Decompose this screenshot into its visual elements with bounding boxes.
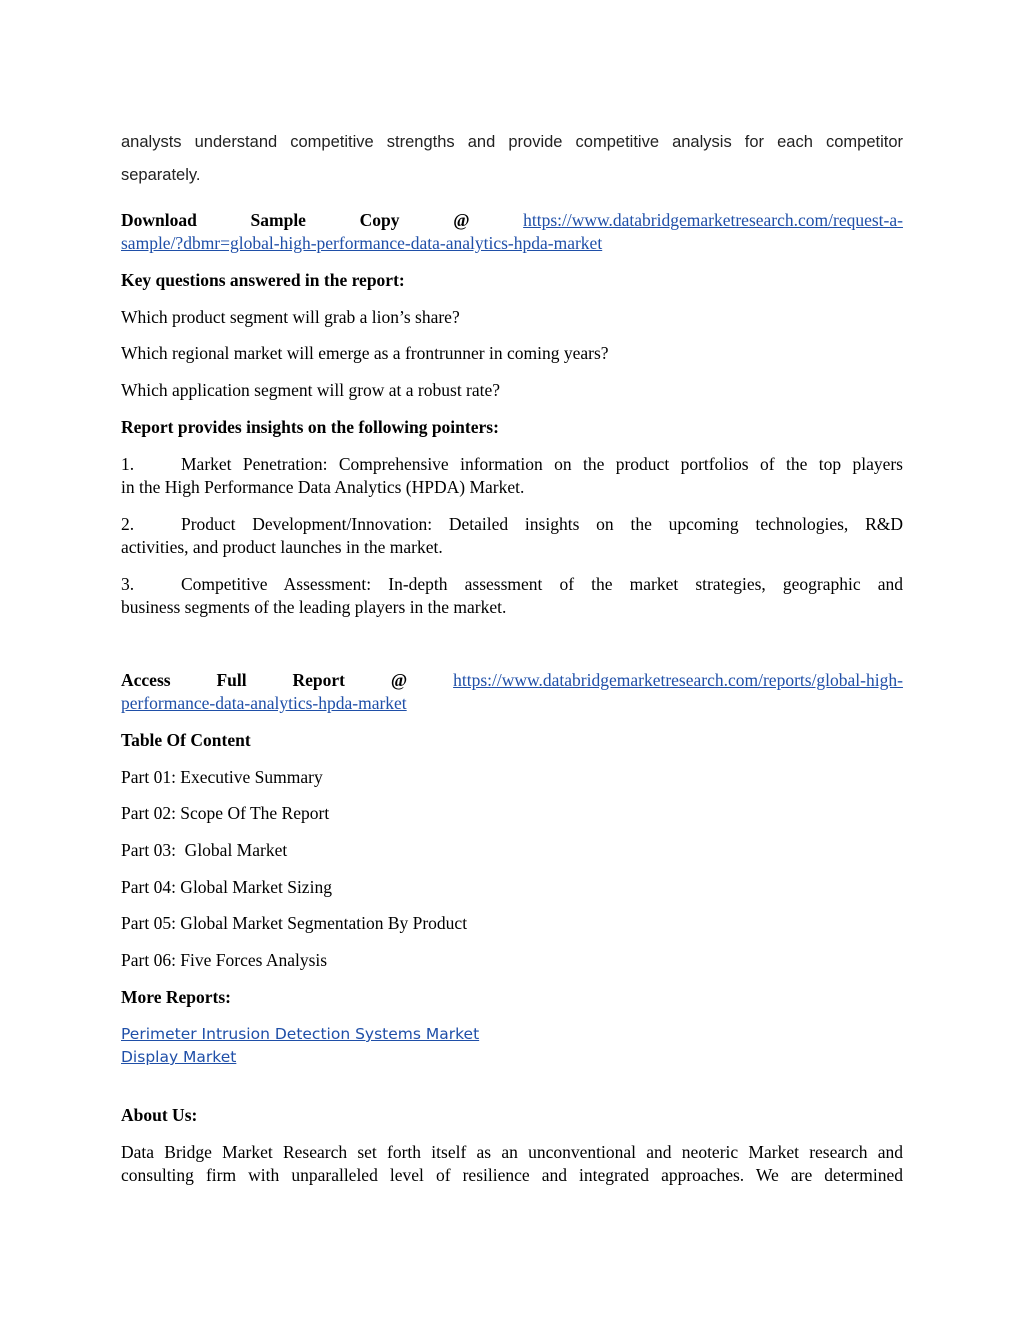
- about-heading: About Us:: [121, 1105, 198, 1125]
- pointer-text-cont: in the High Performance Data Analytics (HPDA) Market.: [121, 477, 525, 497]
- more-report-line: [121, 1045, 903, 1069]
- about-text: Data Bridge Market Research set forth itself as an unconventional and neoteric Market research and: [121, 1142, 903, 1162]
- download-sample-link-cont-line: [121, 232, 903, 255]
- intro-paragraph: [121, 126, 903, 192]
- toc-item: Part 04: Global Market Sizing: [121, 877, 332, 897]
- download-word: @: [453, 210, 470, 230]
- download-sample-link-cont[interactable]: sample/?dbmr=global-high-performance-data-analytics-hpda-market: [121, 233, 603, 253]
- intro-line: analysts understand competitive strengths and provide competitive analysis for each competitor: [121, 133, 903, 151]
- pointer-text: Product Development/Innovation: Detailed insights on the upcoming technologies, R&D: [181, 514, 903, 534]
- pointer-text-cont: activities, and product launches in the market.: [121, 537, 443, 557]
- pointer-text: Competitive Assessment: In-depth assessment of the market strategies, geographic and: [181, 574, 903, 594]
- more-reports-heading: More Reports:: [121, 987, 231, 1007]
- toc-item: Part 06: Five Forces Analysis: [121, 950, 328, 970]
- more-report-link[interactable]: Display Market: [121, 1048, 237, 1066]
- download-word: Copy: [359, 210, 400, 230]
- pointer-text-cont: business segments of the leading players in the market.: [121, 597, 507, 617]
- toc-item: Part 01: Executive Summary: [121, 767, 323, 787]
- more-report-link[interactable]: Perimeter Intrusion Detection Systems Market: [121, 1025, 480, 1043]
- more-report-line: [121, 1022, 903, 1046]
- access-report-line: [121, 669, 903, 692]
- access-word: Report: [292, 670, 346, 690]
- download-sample-line: [121, 209, 903, 232]
- access-word: @: [390, 670, 408, 690]
- about-text: consulting firm with unparalleled level of resilience and integrated approaches. We are determined: [121, 1165, 903, 1185]
- download-sample-link[interactable]: https://www.databridgemarketresearch.com/request-a-: [523, 210, 903, 230]
- toc-item: Part 02: Scope Of The Report: [121, 803, 330, 823]
- pointer-item: [121, 513, 903, 536]
- toc-item: Part 05: Global Market Segmentation By Product: [121, 913, 468, 933]
- toc-item: Part 03: Global Market: [121, 840, 288, 860]
- pointer-item: [121, 573, 903, 596]
- pointer-number: 1.: [121, 454, 135, 474]
- access-word: Full: [216, 670, 247, 690]
- pointer-number: 3.: [121, 574, 135, 594]
- access-report-link-cont[interactable]: performance-data-analytics-hpda-market: [121, 693, 407, 713]
- pointer-number: 2.: [121, 514, 135, 534]
- intro-line: separately.: [121, 166, 201, 184]
- access-word: Access: [121, 670, 171, 690]
- question-item: Which regional market will emerge as a frontrunner in coming years?: [121, 343, 609, 363]
- pointer-text: Market Penetration: Comprehensive information on the product portfolios of the top players: [181, 454, 903, 474]
- access-report-link[interactable]: https://www.databridgemarketresearch.com/reports/global-high-: [453, 670, 903, 690]
- access-report-link-cont-line: [121, 692, 903, 715]
- download-word: Download: [121, 210, 197, 230]
- pointer-item: [121, 453, 903, 476]
- toc-heading: Table Of Content: [121, 730, 251, 750]
- download-word: Sample: [250, 210, 306, 230]
- key-questions-heading: Key questions answered in the report:: [121, 270, 405, 290]
- question-item: Which product segment will grab a lion’s share?: [121, 307, 460, 327]
- question-item: Which application segment will grow at a robust rate?: [121, 380, 501, 400]
- pointers-heading: Report provides insights on the following pointers:: [121, 417, 499, 437]
